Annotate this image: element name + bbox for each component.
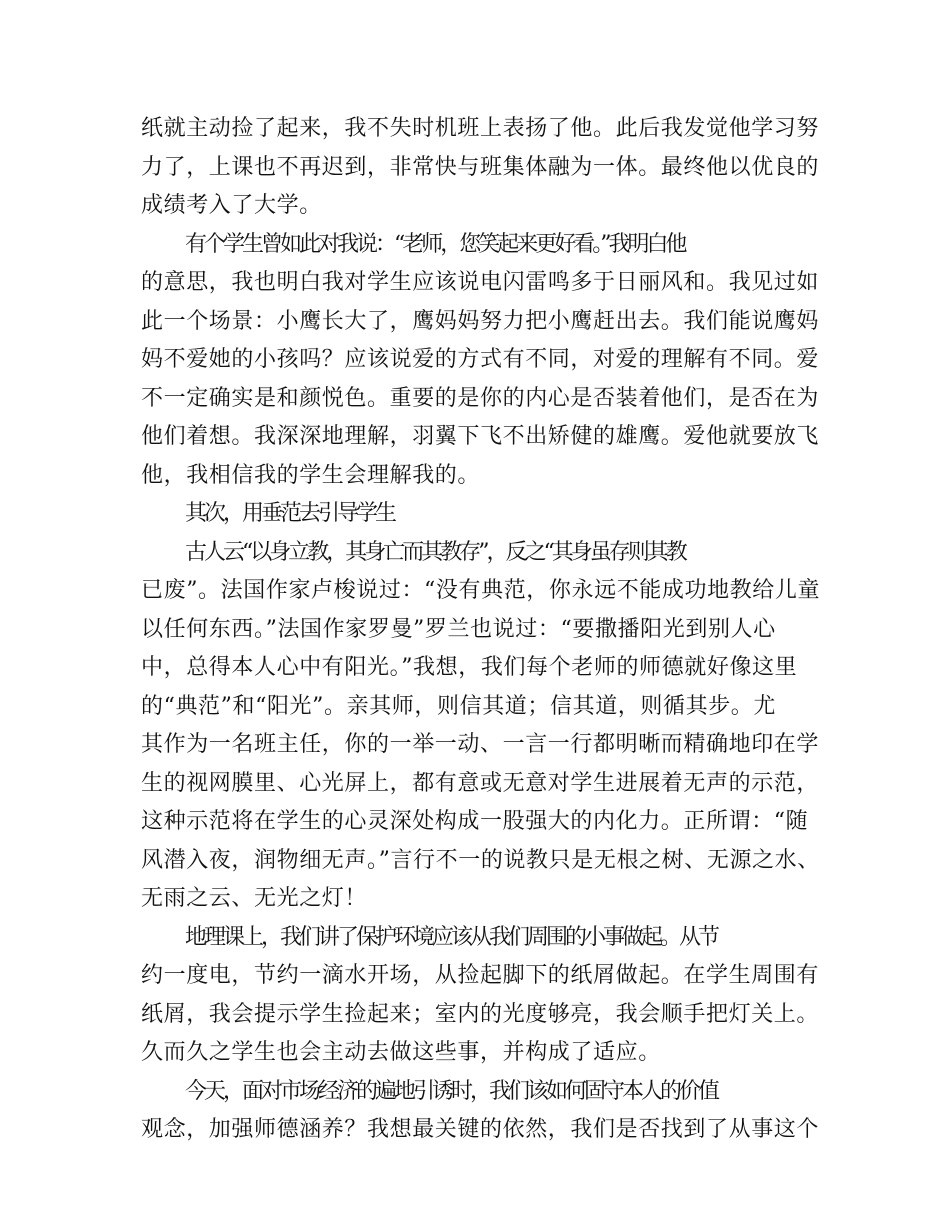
text-line: 约一度电，节约一滴水开场，从捡起脚下的纸屑做起。在学生周围有 [141,963,820,988]
text-line: 今天，面对市场经济的遍地引诱时，我们该如何固守本人的价值 [185,1078,718,1104]
text-line: 成绩考入了大学。 [141,193,322,218]
text-line: 生的视网膜里、心光屏上，都有意或无意对学生进展着无声的示范， [141,770,820,796]
text-line: 不一定确实是和颜悦色。重要的是你的内心是否装着他们，是否在为 [141,385,820,411]
text-line: 久而久之学生也会主动去做这些事，并构成了适应。 [141,1040,661,1065]
section-heading [141,495,821,534]
text-line: 的意思，我也明白我对学生应该说电闪雷鸣多于日丽风和。我见过如 [141,270,820,295]
paragraph [141,1073,821,1150]
text-line: 纸屑，我会提示学生捡起来；室内的光度够亮，我会顺手把灯关上。 [141,1001,820,1027]
text-line: 他们着想。我深深地理解，羽翼下飞不出矫健的雄鹰。爱他就要放飞 [141,424,820,449]
paragraph [141,110,821,226]
text-line: 其作为一名班主任，你的一举一动、一言一行都明晰而精确地印在学 [141,732,820,757]
text-line: 纸就主动捡了起来，我不失时机班上表扬了他。此后我发觉他学习努 [141,116,820,141]
text-line: 中，总得本人心中有阳光。”我想，我们每个老师的师德就好像这里 [141,655,798,680]
text-line: 古人云“以身立教，其身亡而其教存”，反之“其身虽存则其教 [185,539,685,565]
text-line: 风潜入夜，润物细无声。”言行不一的说教只是无根之树、无源之水、 [141,847,820,873]
document-body [141,110,821,1150]
text-line: 的“典范”和“阳光”。亲其师，则信其道；信其道，则循其步。尤 [141,693,776,719]
paragraph [141,534,821,919]
text-line: 以任何东西。”法国作家罗曼”罗兰也说过：“要撒播阳光到别人心 [141,616,776,642]
text-line: 观念，加强师德涵养？我想最关键的依然，我们是否找到了从事这个 [141,1117,820,1142]
text-line: 有个学生曾如此对我说：“老师，您笑起来更好看。”我明白他 [185,231,685,257]
text-line: 地理课上，我们讲了保护环境应该从我们周围的小事做起。从节 [185,924,718,950]
text-line: 无雨之云、无光之灯！ [141,886,368,911]
text-line: 此一个场景：小鹰长大了，鹰妈妈努力把小鹰赶出去。我们能说鹰妈 [141,308,820,334]
text-line: 他，我相信我的学生会理解我的。 [141,462,481,488]
text-line: 力了，上课也不再迟到，非常快与班集体融为一体。最终他以优良的 [141,154,820,180]
text-line: 其次，用垂范去引导学生 [185,501,395,526]
paragraph [141,919,821,1073]
text-line: 已废”。法国作家卢梭说过：“没有典范，你永远不能成功地教给儿童 [141,578,821,603]
paragraph [141,226,821,496]
text-line: 这种示范将在学生的心灵深处构成一股强大的内化力。正所谓：“随 [141,809,809,834]
text-line: 妈不爱她的小孩吗？应该说爱的方式有不同，对爱的理解有不同。爱 [141,347,820,372]
